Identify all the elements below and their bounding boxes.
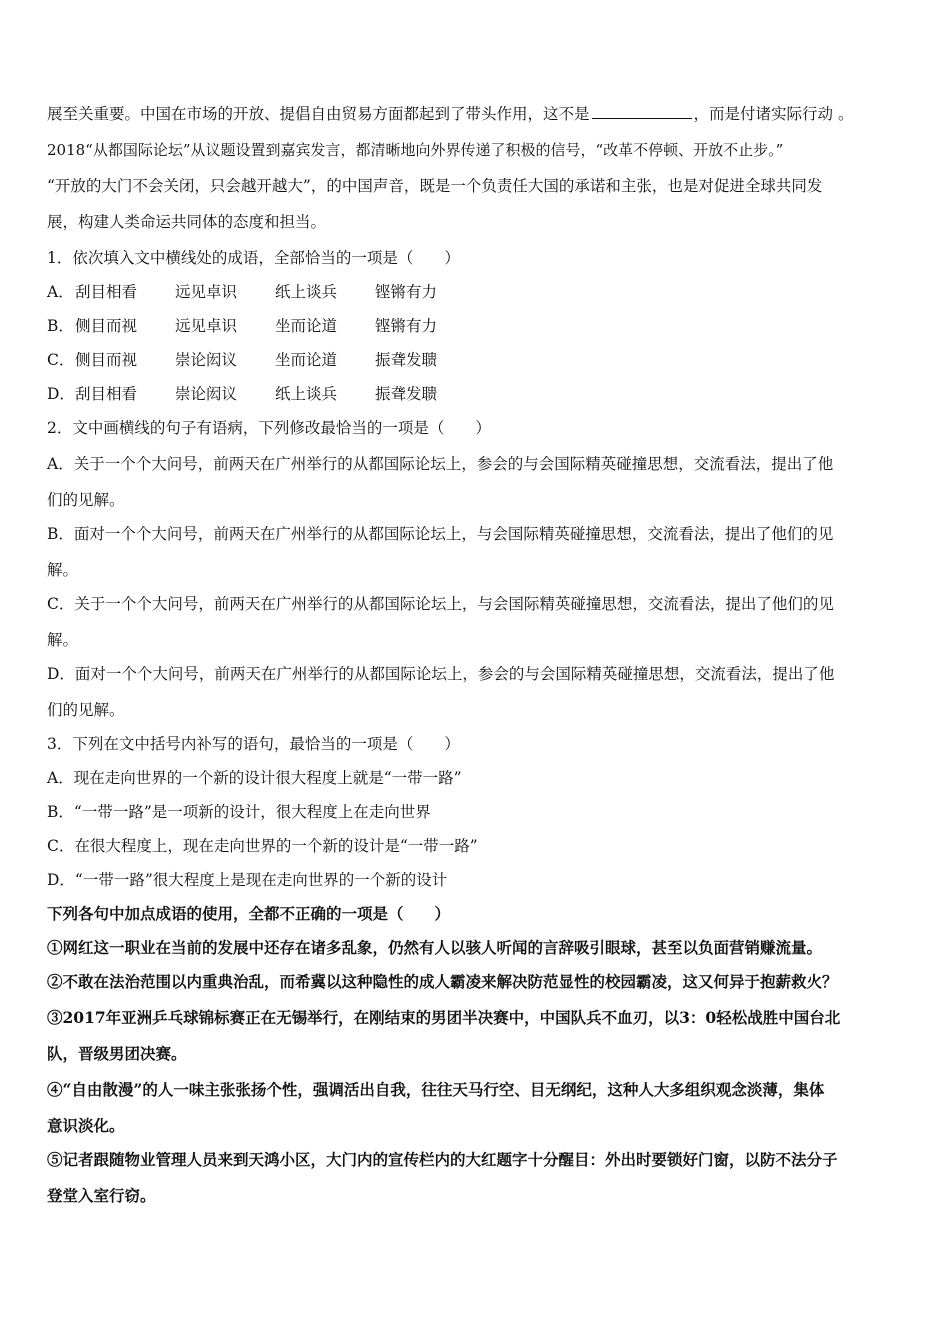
q1-option-d [47, 384, 475, 404]
question-4-stem: 下列各句中加点成语的使用，全都不正确的一项是（ ） [47, 904, 451, 923]
option-letter: B． [47, 317, 74, 335]
option-letter: A． [47, 283, 74, 301]
q4-sentence-5-line-2: 登堂入室行窃。 [47, 1186, 156, 1205]
q3-option-b: B．“一带一路”是一项新的设计，很大程度上在走向世界 [47, 803, 431, 821]
question-2-stem: 2．文中画横线的句子有语病，下列修改最恰当的一项是（ ） [47, 419, 491, 437]
question-3-stem: 3．下列在文中括号内补写的语句，最恰当的一项是（ ） [47, 735, 460, 753]
q3-option-c: C．在很大程度上，现在走向世界的一个新的设计是“一带一路” [47, 837, 478, 855]
q1-option-b [47, 316, 475, 336]
option-word: 崇论闳议 [175, 351, 238, 369]
q4-sentence-2: ②不敢在法治范围以内重典治乱，而希冀以这种隐性的成人霸凌来解决防范显性的校园霸凌，这又何异于抱薪救火？ [47, 972, 838, 991]
q2-option-b-line-1: B．面对一个个大问号，前两天在广州举行的从都国际论坛上，与会国际精英碰撞思想，交流看法，提出了他们的见 [47, 525, 834, 543]
q3-option-d: D．“一带一路”很大程度上是现在走向世界的一个新的设计 [47, 871, 448, 889]
option-word: 远见卓识 [175, 317, 238, 335]
option-word: 纸上谈兵 [275, 283, 338, 301]
q2-option-d-line-2: 们的见解。 [47, 701, 125, 719]
q1-option-a [47, 282, 475, 302]
option-word: 崇论闳议 [175, 385, 238, 403]
option-word: 纸上谈兵 [275, 385, 338, 403]
option-word: 坐而论道 [275, 351, 338, 369]
question-1-stem: 1．依次填入文中横线处的成语，全部恰当的一项是（ ） [47, 249, 460, 267]
option-word: 侧目而视 [75, 317, 138, 335]
q2-option-c-line-1: C．关于一个个大问号，前两天在广州举行的从都国际论坛上，与会国际精英碰撞思想，交流看法，提出了他们的见 [47, 595, 834, 613]
option-word: 远见卓识 [175, 283, 238, 301]
option-word: 刮目相看 [75, 283, 138, 301]
option-word: 振聋发聩 [375, 351, 438, 369]
passage-text: ，而是付诸实际行动 。 [693, 105, 854, 123]
passage-line-4: 展，构建人类命运共同体的态度和担当。 [47, 213, 327, 231]
passage-line-1 [47, 104, 907, 124]
fill-blank [592, 104, 692, 119]
q2-option-a-line-1: A．关于一个个大问号，前两天在广州举行的从都国际论坛上，参会的与会国际精英碰撞思想，交流看法，提出了他 [47, 455, 834, 473]
option-word: 振聋发聩 [375, 385, 438, 403]
q2-option-a-line-2: 们的见解。 [47, 491, 125, 509]
q4-sentence-4-line-1: ④“自由散漫”的人一味主张张扬个性，强调活出自我，往往天马行空、目无纲纪，这种人大多组织观念淡薄，集体 [47, 1080, 825, 1099]
option-letter: C． [47, 351, 75, 369]
option-letter: D． [47, 385, 75, 403]
q4-sentence-3-line-2: 队，晋级男团决赛。 [47, 1044, 187, 1063]
q4-sentence-1: ①网红这一职业在当前的发展中还存在诸多乱象，仍然有人以骇人听闻的言辞吸引眼球，甚至以负面营销赚流量。 [47, 938, 823, 957]
q4-sentence-3-line-1: ③2017年亚洲乒乓球锦标赛正在无锡举行，在刚结束的男团半决赛中，中国队兵不血刃，以3：0轻松战胜中国台北 [47, 1008, 841, 1027]
q4-sentence-5-line-1: ⑤记者跟随物业管理人员来到天鸿小区，大门内的宣传栏内的大红题字十分醒目：外出时要锁好门窗，以防不法分子 [47, 1150, 838, 1169]
passage-line-3: “开放的大门不会关闭，只会越开越大”，的中国声音，既是一个负责任大国的承诺和主张，也是对促进全球共同发 [47, 177, 823, 195]
q2-option-c-line-2: 解。 [47, 631, 79, 649]
q2-option-d-line-1: D．面对一个个大问号，前两天在广州举行的从都国际论坛上，参会的与会国际精英碰撞思想，交流看法，提出了他 [47, 665, 835, 683]
passage-text: 展至关重要。中国在市场的开放、提倡自由贸易方面都起到了带头作用，这不是 [47, 105, 590, 123]
q1-option-c [47, 350, 475, 370]
option-word: 刮目相看 [75, 385, 138, 403]
q2-option-b-line-2: 解。 [47, 561, 79, 579]
option-word: 铿锵有力 [375, 283, 438, 301]
option-word: 坐而论道 [275, 317, 338, 335]
q3-option-a: A．现在走向世界的一个新的设计很大程度上就是“一带一路” [47, 769, 462, 787]
option-word: 侧目而视 [75, 351, 138, 369]
option-word: 铿锵有力 [375, 317, 438, 335]
q4-sentence-4-line-2: 意识淡化。 [47, 1116, 125, 1135]
passage-line-2: 2018“从都国际论坛”从议题设置到嘉宾发言，都清晰地向外界传递了积极的信号，“改革不停顿、开放不止步。” [47, 141, 784, 159]
